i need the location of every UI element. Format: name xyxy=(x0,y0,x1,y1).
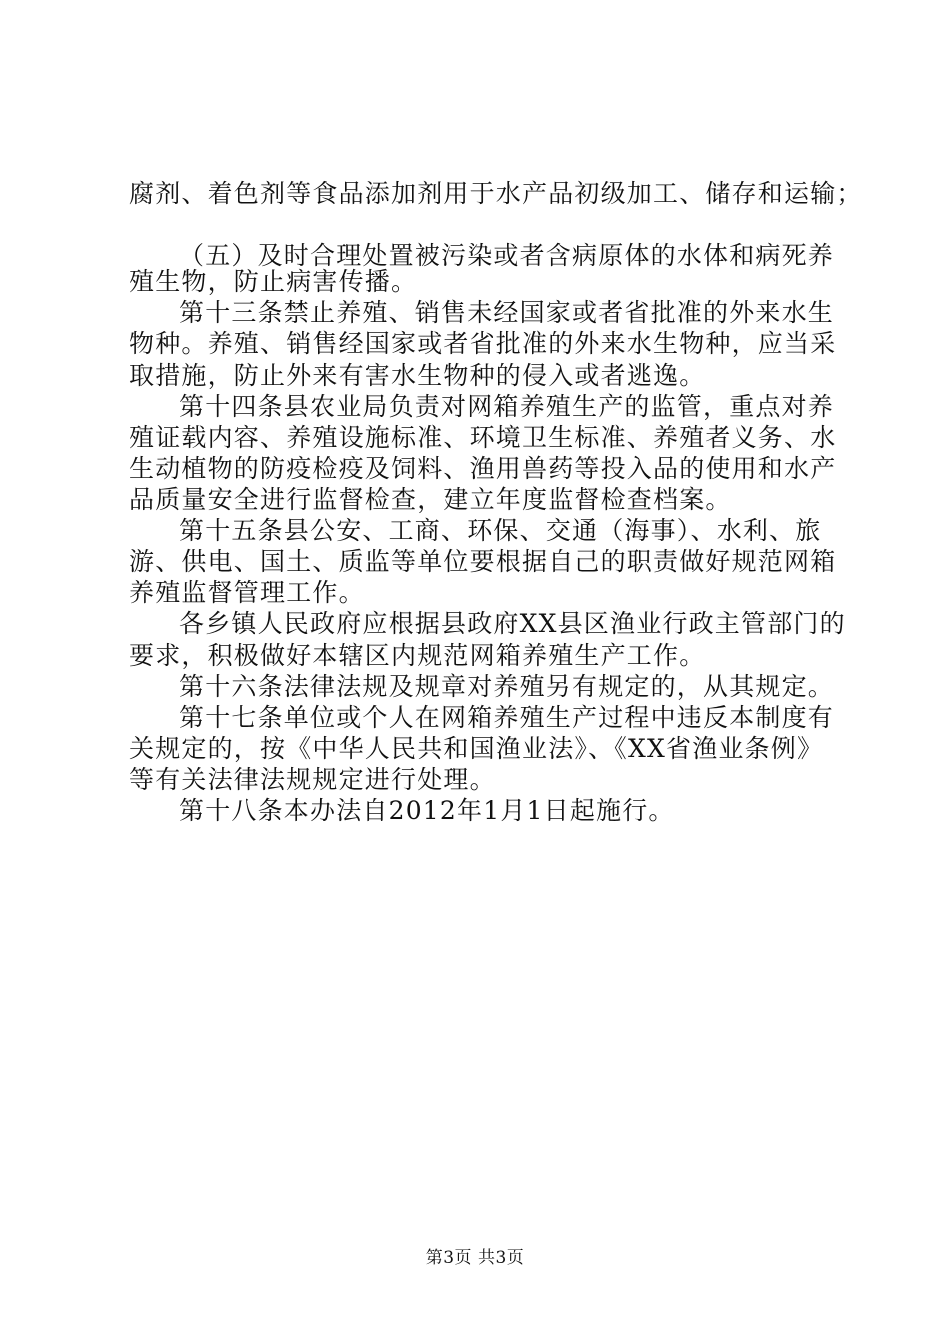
text-line: 殖证载内容、养殖设施标准、环境卫生标准、养殖者义务、水 xyxy=(129,423,837,452)
page-number-footer: 第3页 共3页 xyxy=(425,1248,525,1268)
text-line: 第十七条单位或个人在网箱养殖生产过程中违反本制度有 xyxy=(179,703,835,732)
text-line: 第十五条县公安、工商、环保、交通（海事）、水利、旅 xyxy=(179,516,822,545)
text-line: 品质量安全进行监督检查，建立年度监督检查档案。 xyxy=(129,485,732,514)
text-line: 关规定的，按《中华人民共和国渔业法》、《XX省渔业条例》 xyxy=(129,734,824,763)
text-line: 取措施，防止外来有害水生物种的侵入或者逃逸。 xyxy=(129,361,706,390)
text-line: 第十四条县农业局负责对网箱养殖生产的监管，重点对养 xyxy=(179,392,835,421)
text-line: 腐剂、着色剂等食品添加剂用于水产品初级加工、储存和运输； xyxy=(129,179,863,208)
text-line: 等有关法律法规规定进行处理。 xyxy=(129,765,496,794)
text-line: 要求，积极做好本辖区内规范网箱养殖生产工作。 xyxy=(129,641,706,670)
text-line: 生动植物的防疫检疫及饲料、渔用兽药等投入品的使用和水产 xyxy=(129,454,837,483)
text-line: 养殖监督管理工作。 xyxy=(129,578,365,607)
text-line: 物种。养殖、销售经国家或者省批准的外来水生物种，应当采 xyxy=(129,329,837,358)
text-line: 游、供电、国土、质监等单位要根据自己的职责做好规范网箱 xyxy=(129,547,837,576)
text-line: 第十三条禁止养殖、销售未经国家或者省批准的外来水生 xyxy=(179,298,835,327)
text-line: 各乡镇人民政府应根据县政府XX县区渔业行政主管部门的 xyxy=(179,609,846,638)
text-line: 殖生物，防止病害传播。 xyxy=(129,267,418,296)
text-line: （五）及时合理处置被污染或者含病原体的水体和病死养 xyxy=(179,241,835,270)
text-line: 第十六条法律法规及规章对养殖另有规定的，从其规定。 xyxy=(179,672,835,701)
text-line: 第十八条本办法自2012年1月1日起施行。 xyxy=(179,796,675,825)
